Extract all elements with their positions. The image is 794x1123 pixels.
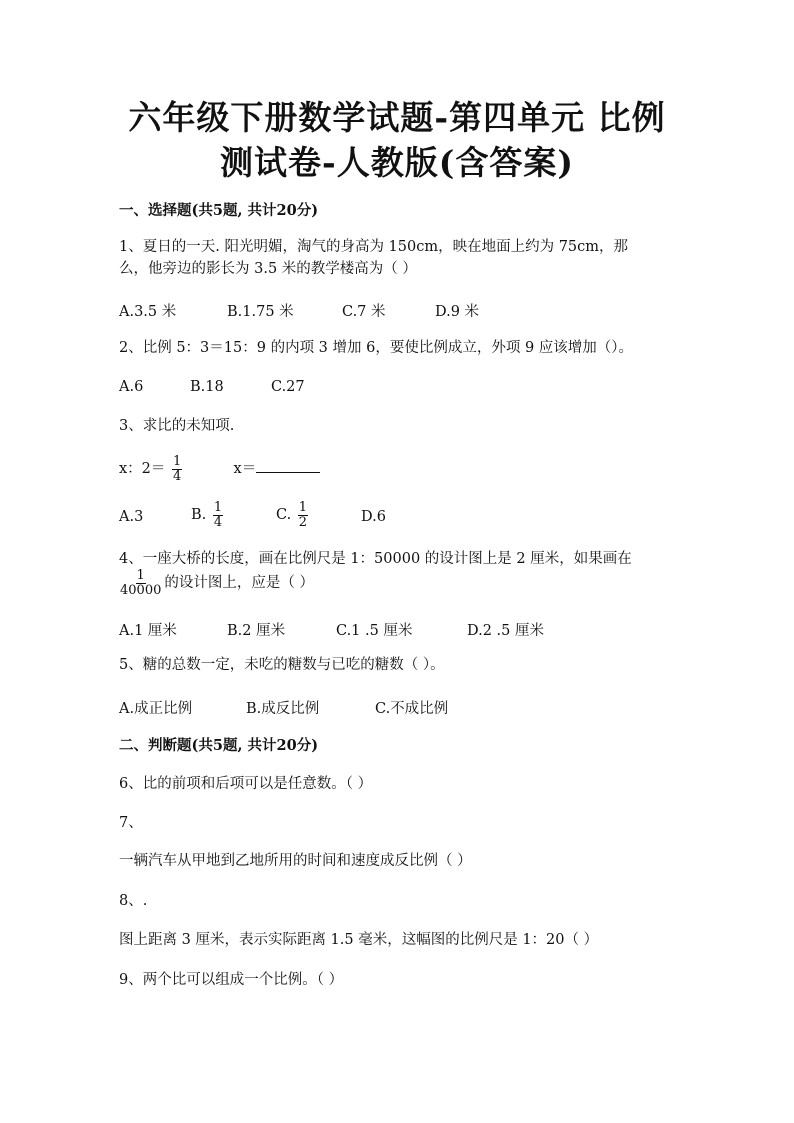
option-b-fraction: $\frac{1}{4}$ — [213, 500, 223, 530]
question-3: 3、求比的未知项. — [119, 418, 235, 434]
option-c-fraction: $\frac{1}{2}$ — [298, 500, 308, 530]
question-1-line2: 么，他旁边的影长为 3.5 米的教学楼高为（ ） — [119, 261, 417, 277]
equation-right: x＝ — [233, 461, 257, 478]
question-8-number: 8、. — [119, 893, 148, 909]
section-heading-choice: 一、选择题(共5题, 共计20分) — [119, 202, 319, 219]
option-a: A.6 — [119, 379, 144, 395]
option-d: D.2 .5 厘米 — [467, 623, 544, 639]
page-title-line2: 测试卷-人教版(含答案) — [220, 143, 574, 182]
option-b: B. $\frac{1}{4}$ — [191, 500, 223, 530]
question-7: 一辆汽车从甲地到乙地所用的时间和速度成反比例（ ） — [119, 853, 472, 869]
question-8: 图上距离 3 厘米，表示实际距离 1.5 毫米，这幅图的比例尺是 1：20（ ） — [119, 932, 599, 948]
question-7-number: 7、 — [119, 815, 143, 831]
question-6: 6、比的前项和后项可以是任意数。（ ） — [119, 776, 373, 792]
equation-left: x：2＝ — [119, 461, 166, 478]
option-b: B.成反比例 — [246, 701, 320, 717]
option-a: A.1 厘米 — [119, 623, 177, 639]
question-5: 5、糖的总数一定，未吃的糖数与已吃的糖数（ ）。 — [119, 657, 445, 673]
question-2: 2、比例 5：3＝15：9 的内项 3 增加 6，要使比例成立，外项 9 应该增加（）。 — [119, 340, 634, 356]
option-a: A.成正比例 — [119, 701, 193, 717]
option-b: B.18 — [190, 379, 224, 395]
answer-blank — [256, 460, 320, 473]
option-d: D.9 米 — [435, 304, 480, 320]
option-d: D.6 — [361, 509, 386, 525]
option-b: B.1.75 米 — [227, 304, 294, 320]
question-4-line2: $\frac{1}{40000}$ 的设计图上，应是（ ） — [120, 568, 314, 598]
equation-fraction: $\frac{1}{4}$ — [173, 454, 182, 484]
option-c: C. $\frac{1}{2}$ — [276, 500, 308, 530]
question-4-line1: 4、一座大桥的长度，画在比例尺是 1：50000 的设计图上是 2 厘米，如果画在 — [119, 551, 632, 567]
section-heading-judge: 二、判断题(共5题, 共计20分) — [119, 737, 319, 754]
page-title-line1: 六年级下册数学试题-第四单元 比例 — [128, 98, 666, 137]
question-3-equation — [119, 455, 320, 483]
question-1-line1: 1、夏日的一天. 阳光明媚，淘气的身高为 150cm，映在地面上约为 75cm，那 — [119, 239, 629, 255]
option-a: A.3 — [119, 509, 144, 525]
question-9: 9、两个比可以组成一个比例。（ ） — [119, 972, 344, 988]
option-c: C.不成比例 — [375, 701, 449, 717]
scale-fraction: $\frac{1}{40000}$ — [120, 568, 162, 598]
option-c: C.7 米 — [342, 304, 386, 320]
option-c: C.27 — [271, 379, 305, 395]
option-a: A.3.5 米 — [119, 304, 177, 320]
option-c: C.1 .5 厘米 — [336, 623, 413, 639]
option-b: B.2 厘米 — [227, 623, 286, 639]
